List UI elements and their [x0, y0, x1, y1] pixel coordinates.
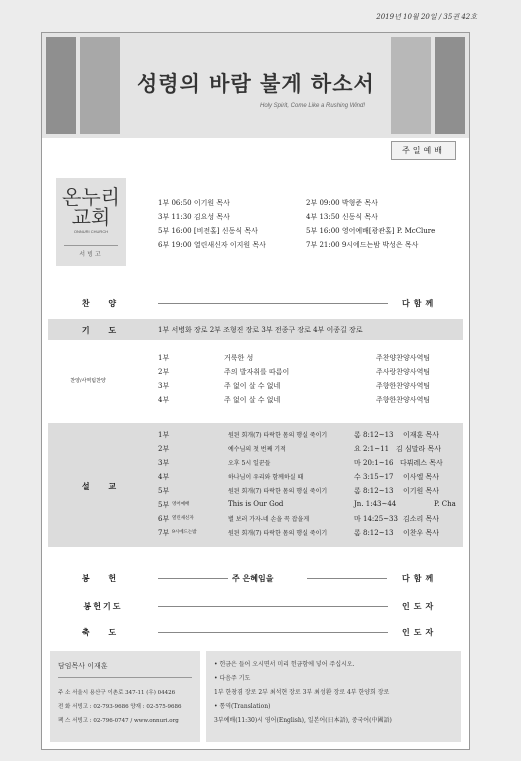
notice-item: 3부예배(11:30)시 영어(English), 일본어(日本語), 중국어(中國語) — [214, 717, 392, 724]
sermon-service: 영어예배 — [172, 502, 190, 507]
banner — [42, 33, 469, 138]
choir-song: 주 없이 살 수 없네 — [224, 382, 281, 390]
offering-hymn: 주 은혜임을 — [232, 573, 274, 583]
sermon-service: 열린새신자 — [172, 516, 194, 521]
banner-block — [80, 37, 120, 134]
sermon-title: 하나님이 우리와 함께하실 때 — [228, 474, 304, 481]
phone: 전 화 서빙고 : 02-793-9686 양재 : 02-575-9686 — [58, 704, 182, 710]
sermon-part: 2부 — [158, 445, 170, 453]
footer — [50, 651, 461, 742]
schedule-item: 4부 13:50 신동식 목사 — [306, 213, 378, 221]
sermon-scripture: 롬 8:12~13 — [354, 431, 394, 439]
schedule-item: 6부 19:00 열린새신자 이지원 목사 — [158, 241, 266, 249]
banner-block — [391, 37, 431, 134]
sermon-label: 설 교 — [81, 481, 125, 491]
sermon-preacher: 김 심말라 목사 — [396, 445, 442, 453]
choir-section — [42, 351, 469, 413]
sermon-preacher: 이찬우 목사 — [403, 529, 440, 537]
hymn-row — [42, 298, 469, 312]
notice-item: 1부 한창겸 장로 2부 최석현 장로 3부 최성환 장로 4부 한양희 장로 — [214, 689, 390, 696]
choir-team: 주사랑찬양사역팀 — [376, 368, 431, 376]
blessing-leader: 인도자 — [402, 627, 438, 637]
divider — [64, 245, 118, 246]
schedule-item: 1부 06:50 이기원 목사 — [158, 199, 230, 207]
address: 주 소 서울시 용산구 이촌로 347-11 (우) 04426 — [58, 690, 176, 696]
choir-song: 거룩한 성 — [224, 354, 254, 362]
divider — [158, 606, 388, 607]
sermon-title: This is Our God — [228, 500, 284, 508]
sermon-preacher: 김소리 목사 — [403, 515, 440, 523]
choir-part: 1부 — [158, 354, 170, 362]
banner-block — [46, 37, 76, 134]
choir-team: 주향한찬양사역팀 — [376, 396, 431, 404]
schedule-item: 5부 16:00 [비전홀] 신동식 목사 — [158, 227, 258, 235]
divider — [158, 632, 388, 633]
sermon-title: 오후 5시 일꾼들 — [228, 460, 271, 467]
offering-row — [42, 573, 469, 587]
prayer-label: 기 도 — [81, 325, 125, 335]
notice-item: • 헌금은 들어 오시면서 미리 헌금함에 넣어 주십시오. — [214, 661, 355, 668]
offering-leader: 다함께 — [402, 573, 438, 583]
sermon-part: 5부 — [158, 501, 170, 509]
hymn-label: 찬 양 — [81, 298, 125, 308]
service-tag: 주일예배 — [391, 141, 456, 160]
schedule-item: 3부 11:30 김요성 목사 — [158, 213, 230, 221]
logo-sub: ONNURI CHURCH — [73, 229, 109, 234]
church-logo — [56, 178, 126, 266]
bulletin-page — [41, 32, 470, 750]
banner-block — [435, 37, 465, 134]
sermon-scripture: 수 3:15~17 — [354, 473, 394, 481]
sermon-title: 원된 회개(7) 타락한 몸의 행실 죽이기 — [228, 488, 328, 495]
sermon-title: 원된 회개(7) 타락한 몸의 행실 죽이기 — [228, 432, 328, 439]
blessing-row — [42, 627, 469, 641]
offering-prayer-label: 봉헌기도 — [83, 601, 123, 611]
sermon-scripture: 롬 8:12~13 — [354, 487, 394, 495]
divider — [58, 677, 192, 678]
sermon-part: 5부 — [158, 487, 170, 495]
sermon-scripture: 마 20:1~16 — [354, 459, 394, 467]
sermon-preacher: 이기원 목사 — [403, 487, 440, 495]
offering-prayer-leader: 인도자 — [402, 601, 438, 611]
choir-part: 2부 — [158, 368, 170, 376]
sermon-preacher: P. Cha — [434, 500, 456, 508]
sermon-scripture: Jn. 1:43~44 — [354, 500, 397, 508]
divider — [158, 303, 388, 304]
sermon-section — [48, 423, 463, 547]
choir-song: 주의 발자취를 따름이 — [224, 368, 290, 376]
notice-item: • 통역(Translation) — [214, 703, 271, 710]
senior-pastor: 담임목사 이재훈 — [58, 662, 108, 670]
sermon-part: 7부 — [158, 529, 170, 537]
sermon-scripture: 마 14:25~33 — [354, 515, 398, 523]
schedule-item: 5부 16:00 영어예배[광관홀] P. McClure — [306, 227, 436, 235]
logo-campus: 서빙고 — [79, 251, 103, 258]
notices — [206, 651, 461, 742]
blessing-label: 축 도 — [81, 627, 125, 637]
schedule-item: 7부 21:00 9시에드는밤 박성은 목사 — [306, 241, 419, 249]
offering-prayer-row — [42, 601, 469, 615]
sermon-part: 3부 — [158, 459, 170, 467]
sermon-preacher: 다뷔레스 목사 — [400, 459, 443, 467]
sermon-title: 별 보러 가자-네 손을 꼭 잡을게 — [228, 516, 310, 523]
fax: 팩 스 서빙고 : 02-796-0747 / www.onnuri.org — [58, 718, 179, 724]
choir-team: 주찬양찬양사역팀 — [376, 354, 431, 362]
choir-song: 주 없이 살 수 없네 — [224, 396, 281, 404]
prayer-text: 1부 서병화 장로 2부 조형진 장로 3부 전종구 장로 4부 이종길 장로 — [158, 326, 363, 334]
offering-label: 봉 헌 — [81, 573, 125, 583]
prayer-row — [48, 319, 463, 340]
sermon-scripture: 롬 8:12~13 — [354, 529, 394, 537]
sermon-service: 9시에드는밤 — [172, 530, 197, 535]
banner-subtitle: Holy Spirit, Come Like a Rushing Wind! — [260, 103, 365, 109]
choir-part: 3부 — [158, 382, 170, 390]
church-info — [50, 651, 200, 742]
sermon-scripture: 요 2:1~11 — [354, 445, 390, 453]
sermon-part: 6부 — [158, 515, 170, 523]
banner-title: 성령의 바람 불게 하소서 — [137, 71, 375, 96]
choir-label: 찬양/사역팀찬양 — [70, 378, 106, 384]
schedule-item: 2부 09:00 박형준 목사 — [306, 199, 378, 207]
sermon-title: 예수님의 첫 번째 기적 — [228, 446, 286, 453]
sermon-part: 1부 — [158, 431, 170, 439]
choir-team: 주향한찬양사역팀 — [376, 382, 431, 390]
choir-part: 4부 — [158, 396, 170, 404]
sermon-preacher: 이사엘 목사 — [403, 473, 440, 481]
divider — [307, 578, 387, 579]
issue-date: 2019년 10월 20일 / 35권 42호 — [376, 13, 477, 21]
divider — [158, 578, 228, 579]
notice-item: • 다음주 기도 — [214, 675, 251, 682]
hymn-leader: 다함께 — [402, 298, 438, 308]
sermon-title: 원된 회개(7) 타락한 몸의 행실 죽이기 — [228, 530, 328, 537]
sermon-part: 4부 — [158, 473, 170, 481]
sermon-preacher: 이재훈 목사 — [403, 431, 440, 439]
logo-name: 온누리교회 — [62, 185, 120, 229]
